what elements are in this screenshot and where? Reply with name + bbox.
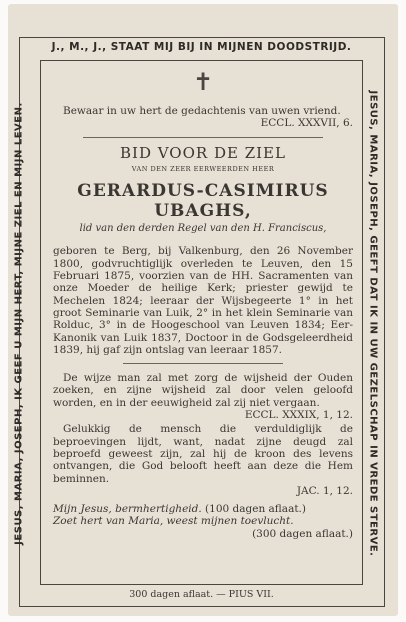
- prayer-2-text: Zoet hert van Maria, weest mijnen toevlucht.: [53, 515, 294, 528]
- heading-title: BID VOOR DE ZIEL: [120, 143, 286, 162]
- motto: [53, 105, 353, 130]
- border-top-text: J., M., J., STAAT MIJ BIJ IN MIJNEN DOODSTRIJD.: [51, 41, 352, 53]
- prayer-1-text: Mijn Jesus, bermhertigheid.: [53, 503, 202, 516]
- prayer-1-note: (100 dagen aflaat.): [205, 503, 306, 516]
- heading-subtitle: VAN DEN ZEER EERWEERDEN HEER: [131, 164, 275, 173]
- border-bottom-text: 300 dagen aflaat. — PIUS VII.: [129, 589, 274, 600]
- quote-1-text: De wijze man zal met zorg de wijsheid der Ouden zoeken, en zijne wijsheid zal door velen geloofd worden, en in der eeuwigheid zal zij niet vergaan.: [53, 372, 353, 409]
- divider: [83, 137, 323, 138]
- prayers: [53, 503, 353, 540]
- motto-ref: ECCL. XXXVII, 6.: [260, 117, 353, 130]
- order-membership: lid van den derden Regel van den H. Franciscus,: [79, 223, 327, 235]
- divider: [123, 363, 283, 364]
- quote-1-ref: ECCL. XXXIX, 1, 12.: [244, 409, 353, 422]
- quote-2: [53, 423, 353, 497]
- quote-2-ref: JAC. 1, 12.: [296, 484, 353, 497]
- cross-icon: ✝: [192, 68, 214, 96]
- border-right-text: JESUS, MARIA, JOSEPH, GEEFT DAT IK IN UW GEZELSCHAP IN VREDE STERVE.: [367, 90, 379, 557]
- deceased-name: GERARDUS-CASIMIRUS UBAGHS,: [77, 181, 329, 222]
- biography: geboren te Berg, bij Valkenburg, den 26 November 1800, godvruchtiglijk overleden te Leuven, den 15 Februari 1875, voorzien van de HH. Sacramenten van onze Moeder de heilige Kerk; priester gewijd te Mechelen 1824; leeraar der Wijsbegeerte 1° in het groot Seminarie van Luik, 2° in het klein Seminarie van Rolduc, 3° in de Hoogeschool van Leuven 1834; Eer-Kanonik van Luik 1837, Doctoor in de Godsgeleerdheid 1839, hij gaf zijn ontslag van leeraar 1857.: [53, 245, 353, 356]
- card-content: [53, 68, 353, 540]
- quote-1: [53, 372, 353, 421]
- motto-text: Bewaar in uw hert de gedachtenis van uwen vriend.: [63, 105, 341, 117]
- prayer-1: [53, 503, 353, 515]
- quote-2-text: Gelukkig de mensch die verduldiglijk de beproevingen lijdt, want, nadat zijne deugd zal beproefd geweest zijn, zal hij de kroon des levens ontvangen, die God belooft heeft aan deze die Hem beminnen.: [53, 423, 353, 485]
- border-left-text: JESUS, MARIA, JOSEPH, IK GEEF U MIJN HERT, MIJNE ZIEL EN MIJN LEVEN.: [13, 102, 25, 545]
- prayer-2-note: (300 dagen aflaat.): [252, 527, 353, 540]
- prayer-2: [53, 515, 353, 527]
